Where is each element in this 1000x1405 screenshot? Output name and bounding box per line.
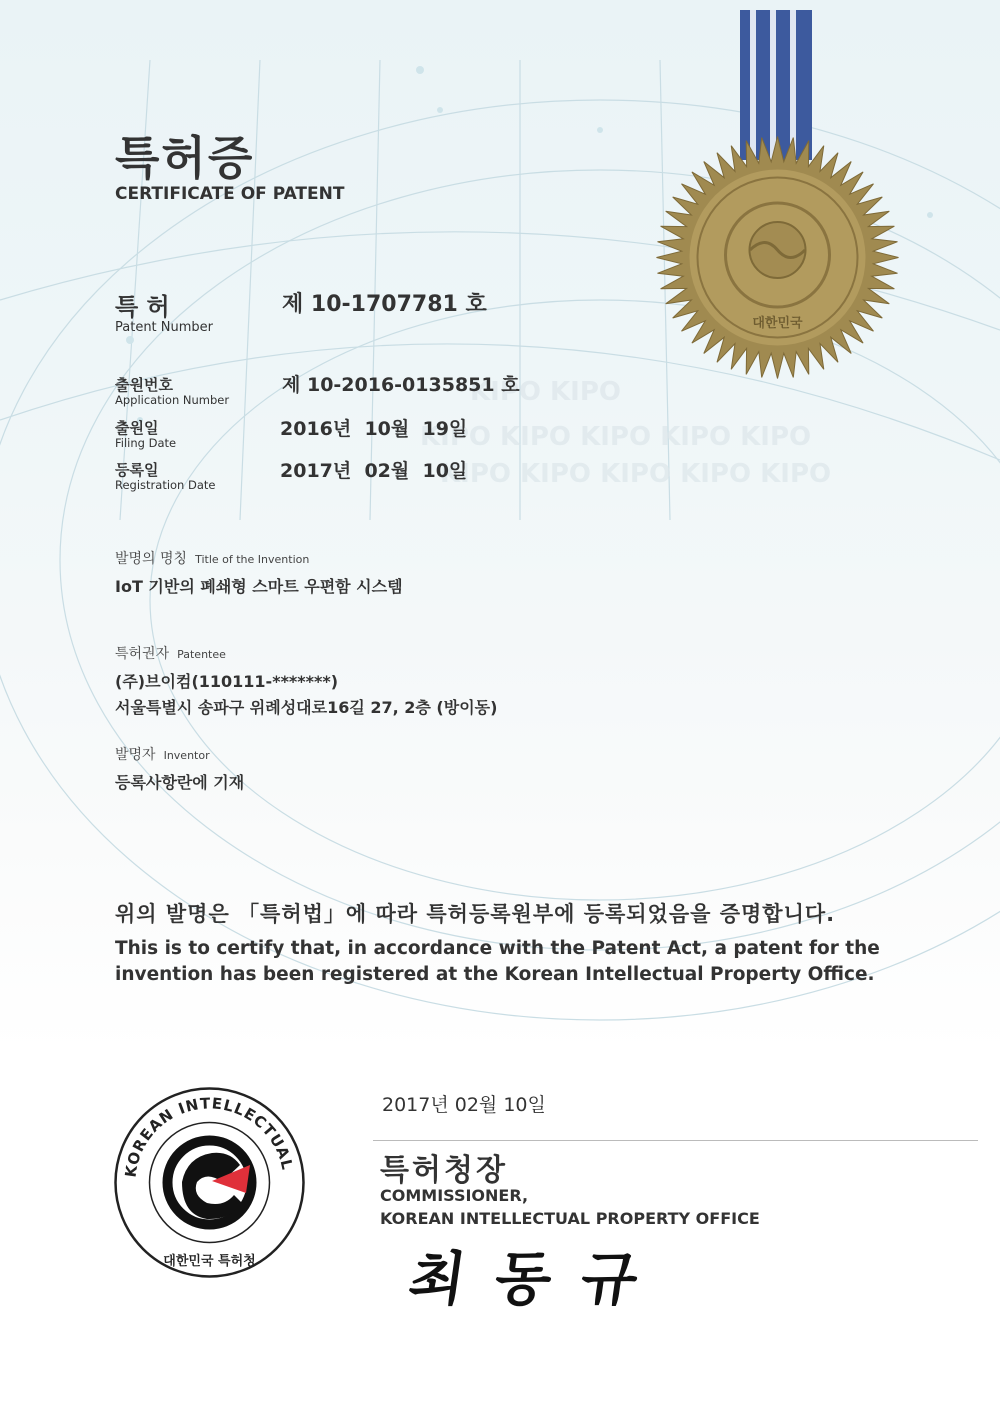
registration-label-ko: 등록일 xyxy=(115,461,159,479)
invention-label-en: Title of the Invention xyxy=(195,553,310,566)
patentee-name: (주)브이컴(110111-*******) xyxy=(115,672,339,691)
svg-text:KIPO KIPO KIPO KIPO KIPO: KIPO KIPO KIPO KIPO KIPO xyxy=(420,422,812,452)
inventor-value: 등록사항란에 기재 xyxy=(115,773,245,792)
filing-label-en: Filing Date xyxy=(115,436,177,450)
kipo-emblem xyxy=(112,1085,307,1280)
filing-date-value: 2016년 10월 19일 xyxy=(280,418,468,440)
patentee-label xyxy=(115,643,226,663)
patentee-address: 서울특별시 송파구 위례성대로16길 27, 2층 (방이동) xyxy=(115,698,498,717)
gold-seal xyxy=(655,135,900,380)
svg-text:KIPO KIPO KIPO KIPO KIPO: KIPO KIPO KIPO KIPO KIPO xyxy=(440,459,832,489)
divider-line xyxy=(373,1140,978,1141)
seal-text: 대한민국 xyxy=(752,316,803,331)
registration-label-en: Registration Date xyxy=(115,478,216,492)
certificate-title-ko: 특허증 xyxy=(115,131,255,185)
application-number-value: 제 10-2016-0135851 호 xyxy=(282,374,520,396)
inventor-label xyxy=(115,744,210,764)
certification-statement-ko: 위의 발명은 「특허법」에 따라 특허등록원부에 등록되었음을 증명합니다. xyxy=(115,902,836,926)
patent-number-value: 제 10-1707781 호 xyxy=(282,292,487,317)
commissioner-title-ko: 특허청장 xyxy=(380,1153,508,1188)
patentee-label-en: Patentee xyxy=(177,648,226,661)
commissioner-title-en xyxy=(380,1184,760,1230)
inventor-label-ko: 발명자 xyxy=(115,747,156,763)
patent-label-ko: 특 허 xyxy=(115,293,170,321)
commissioner-title-en-line2: KOREAN INTELLECTUAL PROPERTY OFFICE xyxy=(380,1209,760,1228)
application-label-ko: 출원번호 xyxy=(115,376,173,394)
registration-date-value: 2017년 02월 10일 xyxy=(280,460,468,482)
certification-statement-en: This is to certify that, in accordance with the Patent Act, a patent for the invention has been registered at the Korean Intellectual Property Office. xyxy=(115,938,880,985)
invention-label xyxy=(115,548,309,568)
emblem-ring-text: KOREAN INTELLECTUAL xyxy=(121,1094,297,1179)
application-label-en: Application Number xyxy=(115,393,230,407)
patentee-label-ko: 특허권자 xyxy=(115,646,170,662)
commissioner-signature: 최동규 xyxy=(404,1245,673,1313)
certificate-title-en: CERTIFICATE OF PATENT xyxy=(115,184,345,204)
svg-text:KIPO KIPO: KIPO KIPO xyxy=(470,377,622,407)
patent-label-en: Patent Number xyxy=(115,320,214,335)
inventor-label-en: Inventor xyxy=(163,749,210,762)
invention-title-value: IoT 기반의 폐쇄형 스마트 우편함 시스템 xyxy=(115,577,403,596)
invention-label-ko: 발명의 명칭 xyxy=(115,551,188,567)
emblem-bottom-text: 대한민국 특허청 xyxy=(163,1254,256,1269)
commissioner-title-en-line1: COMMISSIONER, xyxy=(380,1186,529,1205)
filing-label-ko: 출원일 xyxy=(115,419,159,437)
issue-date: 2017년 02월 10일 xyxy=(382,1094,546,1116)
